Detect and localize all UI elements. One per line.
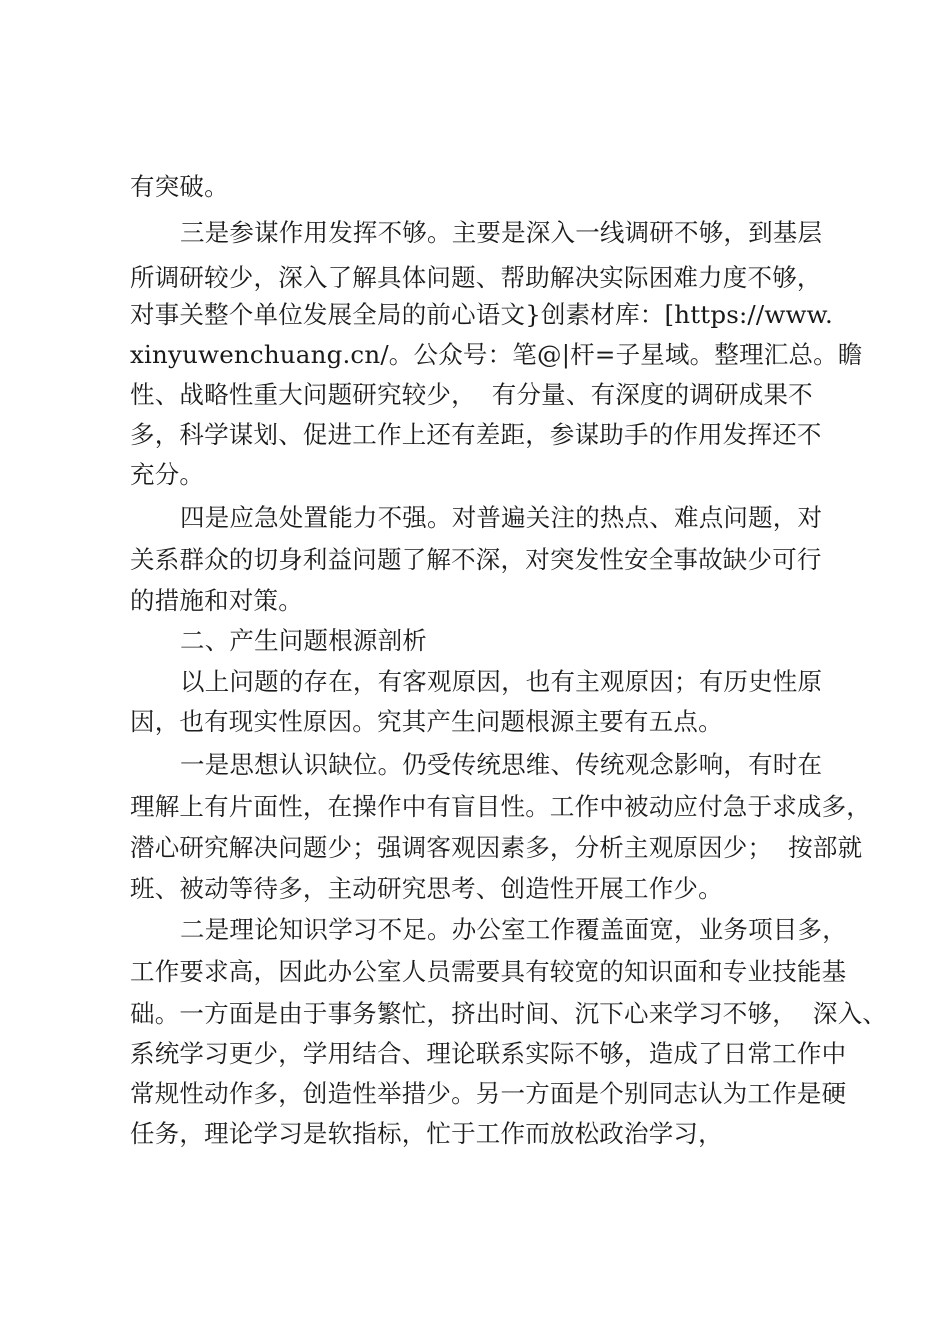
text-line: 关系群众的切身利益问题了解不深，对突发性安全事故缺少可行 — [130, 545, 822, 574]
text-line: 系统学习更少，学用结合、理论联系实际不够，造成了日常工作中 — [130, 1039, 847, 1068]
text-line: 所调研较少，深入了解具体问题、帮助解决实际困难力度不够， — [130, 263, 822, 292]
text-line: 常规性动作多，创造性举措少。另一方面是个别同志认为工作是硬 — [130, 1079, 847, 1108]
text-line: 性、战略性重大问题研究较少， 有分量、有深度的调研成果不 — [130, 380, 813, 409]
text-line: 以上问题的存在，有客观原因，也有主观原因；有历史性原 — [180, 667, 823, 696]
text-line: 潜心研究解决问题少；强调客观因素多，分析主观原因少； 按部就 — [130, 833, 863, 862]
text-line: 二是理论知识学习不足。办公室工作覆盖面宽，业务项目多， — [180, 915, 847, 944]
text-line: xinyuwenchuang.cn/。公众号：笔@|杆=子星域。整理汇总。瞻 — [130, 340, 863, 369]
text-line: 的措施和对策。 — [130, 586, 303, 615]
text-line: 班、被动等待多，主动研究思考、创造性开展工作少。 — [130, 874, 723, 903]
section-heading: 二、产生问题根源剖析 — [180, 626, 427, 655]
text-line: 三是参谋作用发挥不够。主要是深入一线调研不够，到基层 — [180, 218, 823, 247]
text-line: 理解上有片面性，在操作中有盲目性。工作中被动应付急于求成多， — [130, 792, 871, 821]
text-line: 础。一方面是由于事务繁忙，挤出时间、沉下心来学习不够， 深入、 — [130, 999, 887, 1028]
text-line: 因，也有现实性原因。究其产生问题根源主要有五点。 — [130, 707, 723, 736]
text-line: 工作要求高，因此办公室人员需要具有较宽的知识面和专业技能基 — [130, 957, 847, 986]
text-line: 多，科学谋划、促进工作上还有差距，参谋助手的作用发挥还不 — [130, 420, 822, 449]
text-line: 四是应急处置能力不强。对普遍关注的热点、难点问题，对 — [180, 503, 823, 532]
text-line: 任务，理论学习是软指标，忙于工作而放松政治学习， — [130, 1119, 723, 1148]
text-line: 有突破。 — [130, 172, 229, 201]
text-line: 对事关整个单位发展全局的前心语文}创素材库：[https://www. — [130, 300, 833, 329]
text-line: 充分。 — [130, 460, 205, 489]
text-line: 一是思想认识缺位。仍受传统思维、传统观念影响，有时在 — [180, 750, 823, 779]
